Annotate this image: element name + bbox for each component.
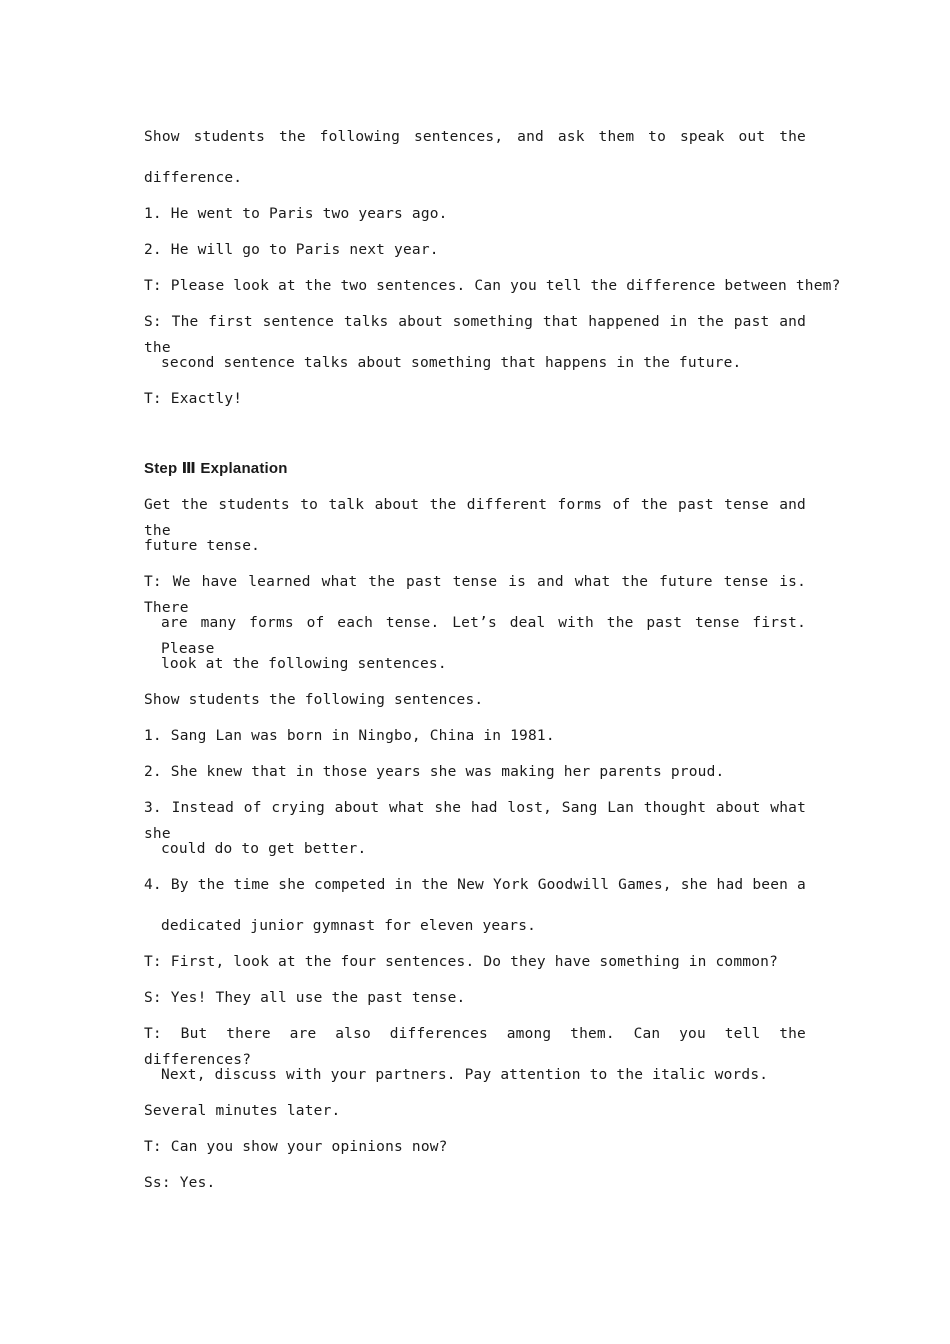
- teacher-line-4: T: First, look at the four sentences. Do they have something in common?: [144, 954, 779, 970]
- document-page: [144, 124, 841, 1206]
- past-sentence-3: 3. Instead of crying about what she had lost, Sang Lan thought about what she: [144, 800, 806, 842]
- section-gap: [144, 422, 806, 456]
- step-intro-line-2: future tense.: [144, 538, 261, 554]
- past-sentence-2: 2. She knew that in those years she was making her parents proud.: [144, 764, 725, 780]
- teacher-line-3-cont-1: are many forms of each tense. Let’s deal with the past tense first. Please: [161, 615, 806, 657]
- teacher-line-6: T: Can you show your opinions now?: [144, 1139, 448, 1155]
- example-sentence-1: 1. He went to Paris two years ago.: [144, 206, 448, 222]
- past-sentence-4-cont: dedicated junior gymnast for eleven years.: [161, 918, 537, 934]
- step-heading: Step Ⅲ Explanation: [144, 460, 288, 477]
- example-sentence-2: 2. He will go to Paris next year.: [144, 242, 439, 258]
- teacher-line-1: T: Please look at the two sentences. Can you tell the difference between them?: [144, 278, 841, 294]
- past-sentence-4: 4. By the time she competed in the New York Goodwill Games, she had been a: [144, 877, 806, 893]
- teacher-line-3-cont-2: look at the following sentences.: [161, 656, 447, 672]
- show-sentences: Show students the following sentences.: [144, 692, 484, 708]
- teacher-line-5: T: But there are also differences among them. Can you tell the differences?: [144, 1026, 806, 1068]
- intro-line-1: Show students the following sentences, and ask them to speak out the: [144, 129, 806, 145]
- teacher-line-5-cont: Next, discuss with your partners. Pay attention to the italic words.: [161, 1067, 769, 1083]
- teacher-line-3: T: We have learned what the past tense is and what the future tense is. There: [144, 574, 806, 616]
- student-line-2: S: Yes! They all use the past tense.: [144, 990, 466, 1006]
- past-sentence-1: 1. Sang Lan was born in Ningbo, China in 1981.: [144, 728, 555, 744]
- student-line-1: S: The first sentence talks about something that happened in the past and the: [144, 314, 806, 356]
- intro-line-2: difference.: [144, 170, 243, 186]
- student-line-1-cont: second sentence talks about something that happens in the future.: [161, 355, 742, 371]
- past-sentence-3-cont: could do to get better.: [161, 841, 367, 857]
- students-line: Ss: Yes.: [144, 1175, 216, 1191]
- step-intro-line-1: Get the students to talk about the different forms of the past tense and the: [144, 497, 806, 539]
- teacher-line-2: T: Exactly!: [144, 391, 243, 407]
- several-minutes-later: Several minutes later.: [144, 1103, 341, 1119]
